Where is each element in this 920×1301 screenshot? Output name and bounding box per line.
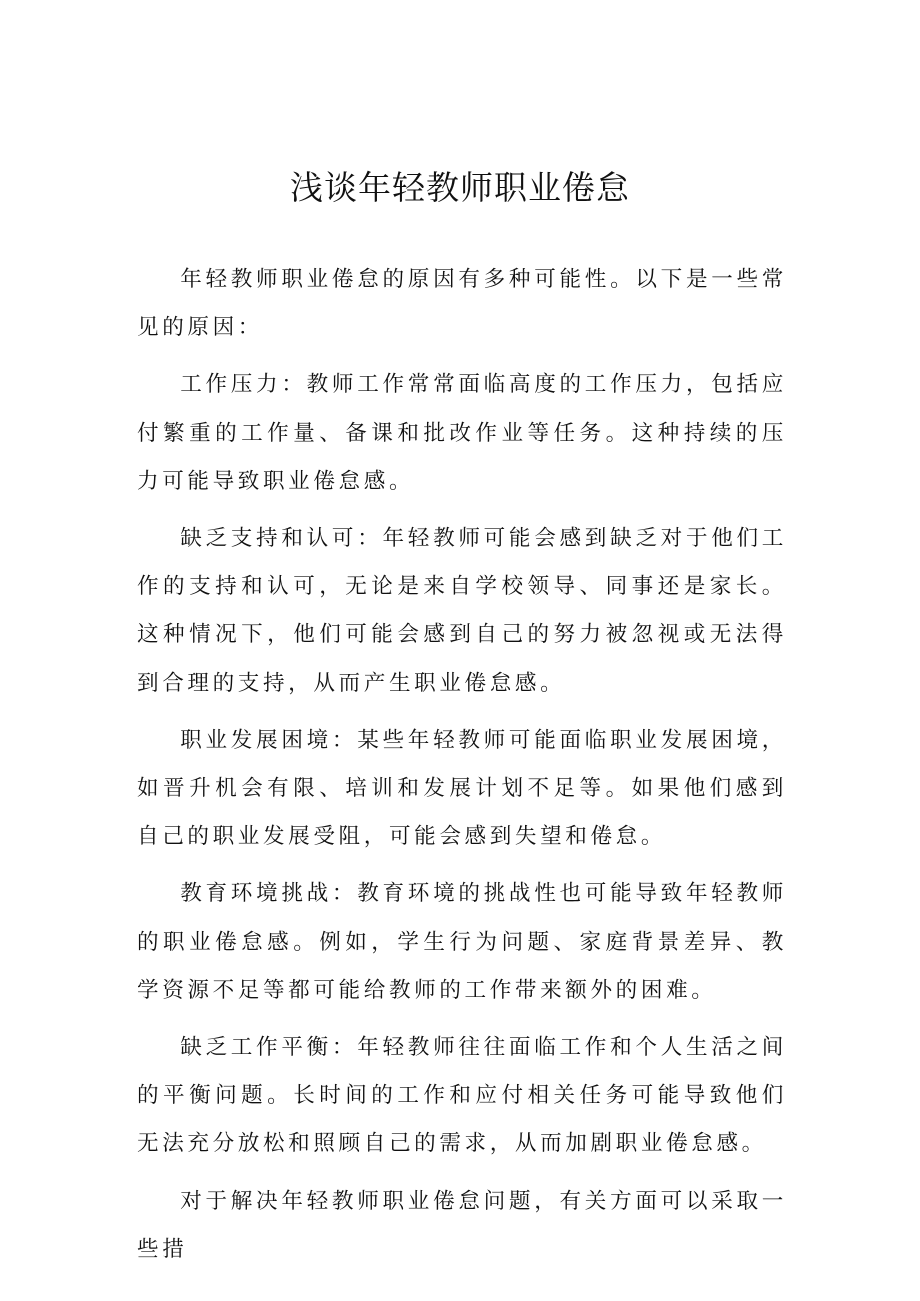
paragraph-solutions: 对于解决年轻教师职业倦怠问题，有关方面可以采取一些措 <box>137 1188 787 1262</box>
paragraph-intro: 年轻教师职业倦怠的原因有多种可能性。以下是一些常见的原因： <box>137 267 787 341</box>
paragraph-work-life-balance: 缺乏工作平衡：年轻教师往往面临工作和个人生活之间的平衡问题。长时间的工作和应付相关任务可能导致他们无法充分放松和照顾自己的需求，从而加剧职业倦怠感。 <box>137 1035 787 1157</box>
document-body <box>137 256 787 1283</box>
paragraph-work-pressure: 工作压力：教师工作常常面临高度的工作压力，包括应付繁重的工作量、备课和批改作业等任务。这种持续的压力可能导致职业倦怠感。 <box>137 372 787 494</box>
paragraph-career-development: 职业发展困境：某些年轻教师可能面临职业发展困境，如晋升机会有限、培训和发展计划不足等。如果他们感到自己的职业发展受阻，可能会感到失望和倦怠。 <box>137 727 787 850</box>
document-title: 浅谈年轻教师职业倦怠 <box>290 168 630 207</box>
paragraph-education-environment: 教育环境挑战：教育环境的挑战性也可能导致年轻教师的职业倦怠感。例如，学生行为问题、家庭背景差异、教学资源不足等都可能给教师的工作带来额外的困难。 <box>137 881 787 1003</box>
paragraph-lack-of-support: 缺乏支持和认可：年轻教师可能会感到缺乏对于他们工作的支持和认可，无论是来自学校领导、同事还是家长。这种情况下，他们可能会感到自己的努力被忽视或无法得到合理的支持，从而产生职业倦怠感。 <box>137 526 787 696</box>
